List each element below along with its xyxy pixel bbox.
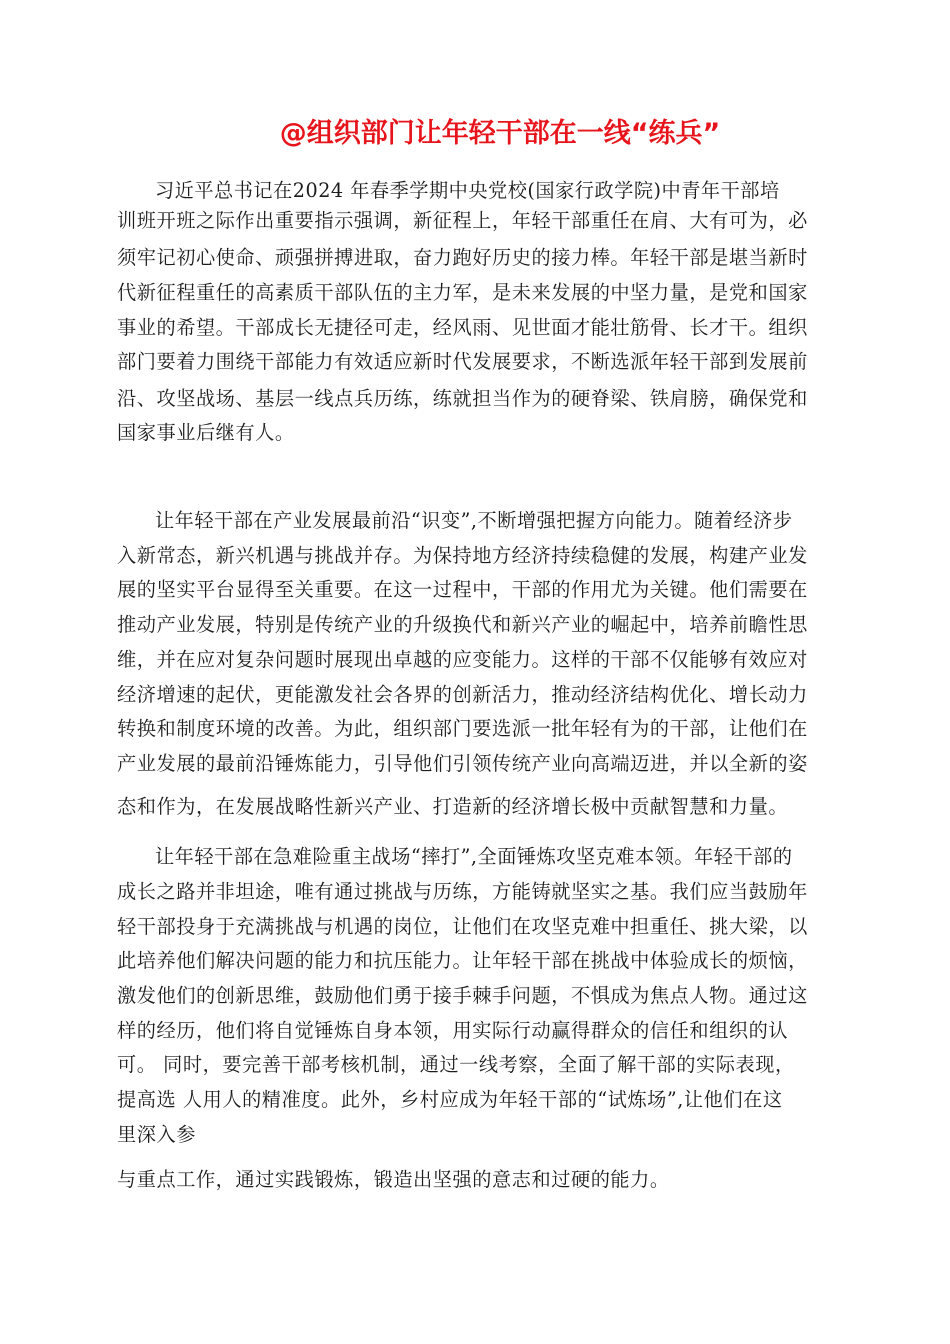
paragraph-2-line-5: 维，并在应对复杂问题时展现出卓越的应变能力。这样的干部不仅能够有效应对 bbox=[117, 648, 808, 671]
paragraph-1-line-5: 事业的希望。干部成长无捷径可走，经风雨、见世面才能壮筋骨、长才干。组织 bbox=[117, 316, 808, 339]
paragraph-2-line-1: 让年轻干部在产业发展最前沿“识变”,不断增强把握方向能力。随着经济步 bbox=[155, 509, 793, 532]
paragraph-1-line-2: 训班开班之际作出重要指示强调，新征程上，年轻干部重任在肩、大有可为，必 bbox=[117, 209, 808, 232]
paragraph-1-line-7: 沿、攻坚战场、基层一线点兵历练，练就担当作为的硬脊梁、铁肩膀，确保党和 bbox=[117, 387, 808, 410]
paragraph-2-line-6: 经济增速的起伏，更能激发社会各界的创新活力，推动经济结构优化、增长动力 bbox=[117, 683, 808, 706]
paragraph-3-line-9: 里深入参 bbox=[117, 1123, 196, 1146]
paragraph-2-line-9: 态和作为，在发展战略性新兴产业、打造新的经济增长极中贡献智慧和力量。 bbox=[117, 795, 789, 818]
paragraph-2-line-3: 展的坚实平台显得至关重要。在这一过程中，干部的作用尤为关键。他们需要在 bbox=[117, 578, 808, 601]
document-title: @组织部门让年轻干部在一线“练兵” bbox=[279, 118, 721, 149]
paragraph-2-line-2: 入新常态，新兴机遇与挑战并存。为保持地方经济持续稳健的发展，构建产业发 bbox=[117, 544, 808, 567]
paragraph-2-line-4: 推动产业发展，特别是传统产业的升级换代和新兴产业的崛起中，培养前瞻性思 bbox=[117, 613, 808, 636]
paragraph-1-line-8: 国家事业后继有人。 bbox=[117, 421, 295, 444]
paragraph-1-line-4: 代新征程重任的高素质干部队伍的主力军，是未来发展的中坚力量，是党和国家 bbox=[117, 281, 808, 304]
paragraph-3-line-3: 轻干部投身于充满挑战与机遇的岗位，让他们在攻坚克难中担重任、挑大梁，以 bbox=[117, 915, 808, 938]
paragraph-1-line-3: 须牢记初心使命、顽强拼搏进取，奋力跑好历史的接力棒。年轻干部是堪当新时 bbox=[117, 246, 808, 269]
paragraph-3-line-7: 可。 同时，要完善干部考核机制，通过一线考察，全面了解干部的实际表现， bbox=[117, 1053, 795, 1076]
paragraph-2-line-8: 产业发展的最前沿锤炼能力，引导他们引领传统产业向高端迈进，并以全新的姿 bbox=[117, 752, 808, 775]
paragraph-3-line-6: 样的经历，他们将自觉锤炼自身本领，用实际行动赢得群众的信任和组织的认 bbox=[117, 1019, 789, 1042]
paragraph-3-line-4: 此培养他们解决问题的能力和抗压能力。让年轻干部在挑战中体验成长的烦恼， bbox=[117, 949, 808, 972]
paragraph-1-line-6: 部门要着力围绕干部能力有效适应新时代发展要求，不断选派年轻干部到发展前 bbox=[117, 350, 808, 373]
paragraph-2-line-7: 转换和制度环境的改善。为此，组织部门要选派一批年轻有为的干部，让他们在 bbox=[117, 717, 808, 740]
paragraph-3-line-10: 与重点工作，通过实践锻炼，锻造出坚强的意志和过硬的能力。 bbox=[117, 1168, 670, 1191]
paragraph-3-line-1: 让年轻干部在急难险重主战场“摔打”,全面锤炼攻坚克难本领。年轻干部的 bbox=[155, 845, 793, 868]
paragraph-1-line-1: 习近平总书记在2024 年春季学期中央党校(国家行政学院)中青年干部培 bbox=[155, 179, 780, 202]
paragraph-3-line-2: 成长之路并非坦途，唯有通过挑战与历练，方能铸就坚实之基。我们应当鼓励年 bbox=[117, 880, 808, 903]
paragraph-3-line-5: 激发他们的创新思维，鼓励他们勇于接手棘手问题，不惧成为焦点人物。通过这 bbox=[117, 984, 808, 1007]
paragraph-3-line-8: 提高选 人用人的精准度。此外，乡村应成为年轻干部的“试炼场”,让他们在这 bbox=[117, 1088, 783, 1111]
